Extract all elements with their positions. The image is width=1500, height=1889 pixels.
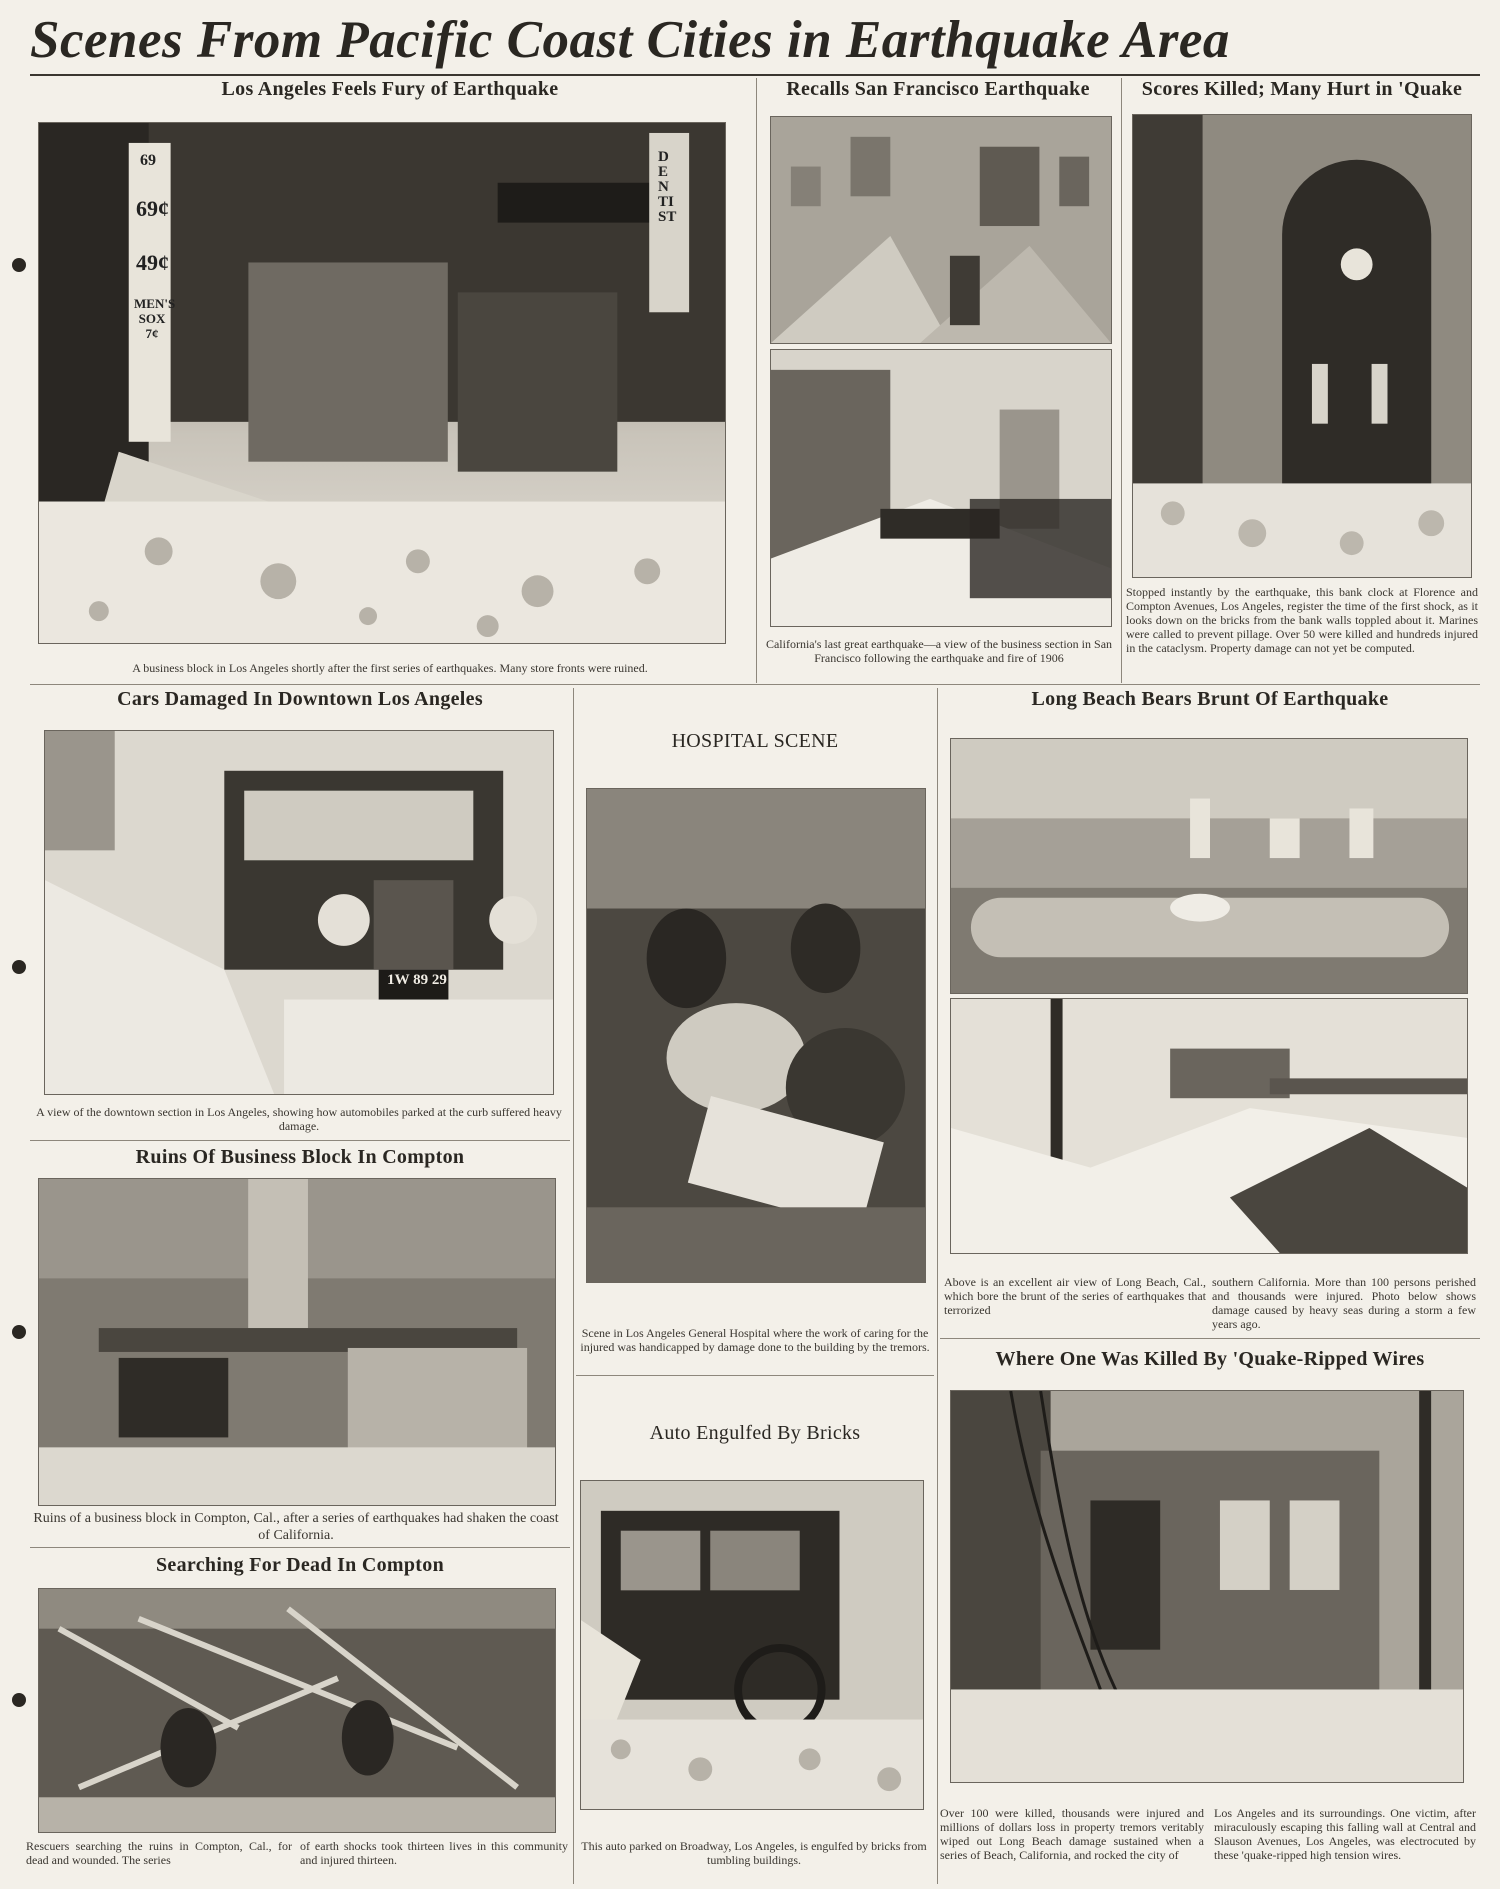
headline-long-beach: Long Beach Bears Brunt Of Earthquake <box>1031 688 1389 710</box>
sign-mens-sox: MEN'S SOX 7¢ <box>134 296 176 341</box>
photo-auto-engulfed <box>580 1480 924 1810</box>
caption-searching-dead-left: Rescuers searching the ruins in Compton, Cal., for dead and wounded. The series <box>26 1839 292 1867</box>
caption-hospital: Scene in Los Angeles General Hospital where the work of caring for the injured was handicapped by damage done to the building by the tremors. <box>580 1326 930 1354</box>
photo-quake-ripped-wires <box>950 1390 1464 1783</box>
column-rule <box>937 688 938 1884</box>
column-rule <box>573 688 574 1884</box>
section-rule <box>30 1547 570 1548</box>
caption-compton-ruins: Ruins of a business block in Compton, Cal., after a series of earthquakes had shaken the coast of California. <box>33 1511 559 1543</box>
masthead-title: Scenes From Pacific Coast Cities in Earthquake Area <box>30 11 1230 69</box>
binder-hole <box>12 960 26 974</box>
photo-sf-aerial-1906 <box>770 116 1112 344</box>
caption-sf-recalls: California's last great earthquake—a view of the business section in San Francisco following the earthquake and fire of 1906 <box>765 637 1113 665</box>
caption-long-beach-right: southern California. More than 100 persons perished and thousands were injured. Photo below shows damage caused by heavy seas during a storm a few years ago. <box>1212 1275 1476 1331</box>
column-rule <box>1121 78 1122 683</box>
section-rule <box>30 1140 570 1141</box>
section-rule <box>30 684 1480 685</box>
sign-price-69: 69 <box>140 152 156 169</box>
headline-sf-recalls: Recalls San Francisco Earthquake <box>786 78 1090 100</box>
headline-scores-killed: Scores Killed; Many Hurt in 'Quake <box>1141 78 1463 100</box>
headline-killed-wires: Where One Was Killed By 'Quake-Ripped Wires <box>995 1348 1425 1370</box>
column-rule <box>756 78 757 683</box>
binder-hole <box>12 258 26 272</box>
headline-searching-dead: Searching For Dead In Compton <box>156 1554 444 1576</box>
headline-auto-engulfed: Auto Engulfed By Bricks <box>649 1422 861 1444</box>
caption-killed-wires-right: Los Angeles and its surroundings. One victim, after miraculously escaping this falling wall at Central and Slauson Avenues, Los Angeles, was electrocuted by these 'quake-ripped high tension wires. <box>1214 1806 1476 1862</box>
caption-scores-killed: Stopped instantly by the earthquake, this bank clock at Florence and Compton Avenues, Los Angeles, register the time of the first shock, as it looks down on the bricks from the bank walls toppled about it. Marines were called to prevent pillage. Over 50 were killed and hundreds injured in the cataclysm. Property damage can not yet be computed. <box>1126 585 1478 655</box>
caption-auto-engulfed: This auto parked on Broadway, Los Angeles, is engulfed by bricks from tumbling buildings. <box>581 1839 927 1867</box>
headline-compton-ruins: Ruins Of Business Block In Compton <box>135 1146 465 1168</box>
caption-cars-damaged: A view of the downtown section in Los Angeles, showing how automobiles parked at the curb suffered heavy damage. <box>36 1105 562 1133</box>
binder-hole <box>12 1693 26 1707</box>
headline-cars-damaged: Cars Damaged In Downtown Los Angeles <box>117 688 483 710</box>
photo-long-beach-storm <box>950 998 1468 1254</box>
section-rule <box>576 1375 934 1376</box>
photo-bank-clock <box>1132 114 1472 578</box>
photo-long-beach-aerial <box>950 738 1468 994</box>
photo-searching-ruins <box>38 1588 556 1833</box>
photo-compton-ruins <box>38 1178 556 1506</box>
caption-searching-dead-right: of earth shocks took thirteen lives in this community and injured thirteen. <box>300 1839 568 1867</box>
license-plate: 1W 89 29 <box>387 972 447 988</box>
sign-price-49c: 49¢ <box>136 250 169 275</box>
photo-sf-street-1906 <box>770 349 1112 627</box>
sign-price-69c: 69¢ <box>136 196 169 221</box>
caption-long-beach-left: Above is an excellent air view of Long Beach, Cal., which bore the brunt of the series of earthquakes that terrorized <box>944 1275 1206 1317</box>
photo-damaged-car <box>44 730 554 1095</box>
photo-hospital-scene <box>586 788 926 1283</box>
masthead-rule <box>30 74 1480 76</box>
sign-dentist: DENTIST <box>658 149 677 225</box>
headline-hospital: HOSPITAL SCENE <box>671 730 839 752</box>
caption-la-fury: A business block in Los Angeles shortly after the first series of earthquakes. Many store fronts were ruined. <box>132 661 648 675</box>
binder-hole <box>12 1325 26 1339</box>
section-rule <box>940 1338 1480 1339</box>
headline-la-fury: Los Angeles Feels Fury of Earthquake <box>221 78 559 100</box>
caption-killed-wires-left: Over 100 were killed, thousands were injured and millions of dollars loss in property tremors veritably wiped out Long Beach damage sustained when a series of Beach, California, and rocked the city of <box>940 1806 1204 1862</box>
